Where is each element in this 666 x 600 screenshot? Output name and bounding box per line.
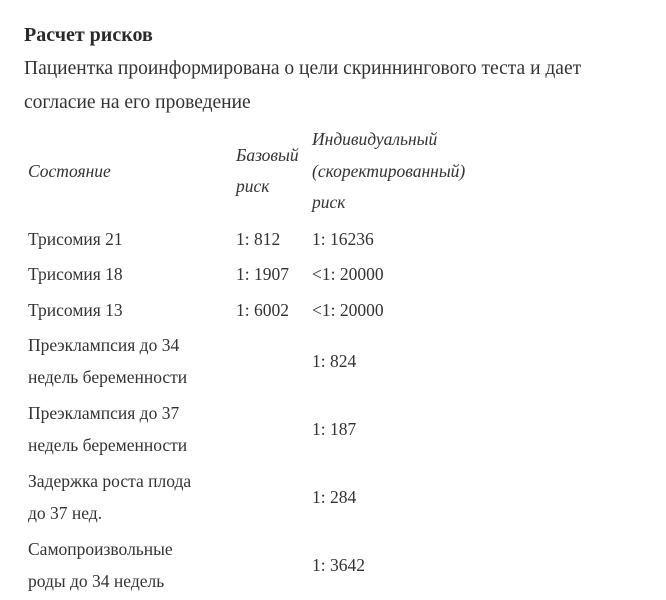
table-row [24,532,512,600]
header-individual-line3: риск [312,192,346,212]
row-condition [24,532,232,600]
table-row [24,396,512,464]
row-individual-risk: 1: 3642 [312,554,365,575]
row-condition-line2: недель беременности [28,366,188,387]
row-base-risk [232,328,310,396]
table-row [24,464,512,532]
row-individual-risk: <1: 20000 [312,264,384,284]
section-title: Расчет рисков [24,24,153,46]
table-row [24,293,512,329]
header-base-risk-line2: риск [236,176,270,197]
header-base-risk-line1: Базовый [236,144,299,165]
row-base-risk [232,532,310,600]
row-condition: Трисомия 13 [28,299,123,320]
table-row [24,222,512,258]
row-condition [24,396,232,464]
row-condition-line1: Преэклампсия до 37 [28,403,180,423]
row-base-risk [232,396,310,464]
row-condition-line2: до 37 нед. [28,502,103,523]
row-individual-risk: 1: 824 [312,350,357,371]
header-individual-line2: (скоректированный) [312,160,466,181]
row-base-risk: 1: 812 [236,228,281,249]
header-individual-risk [310,124,512,222]
row-individual-risk: <1: 20000 [312,299,384,320]
row-condition-line1: Самопроизвольные [28,539,173,559]
row-base-risk: 1: 1907 [236,264,289,284]
row-condition: Трисомия 18 [28,264,123,284]
risk-report [24,20,644,600]
row-condition [24,464,232,532]
row-base-risk [232,464,310,532]
row-condition-line2: недель беременности [28,434,188,455]
table-row [24,328,512,396]
table-row [24,257,512,293]
risk-table [24,124,512,600]
row-condition-line2: роды до 34 недель [28,570,165,591]
row-base-risk: 1: 6002 [236,299,289,320]
row-condition-line1: Задержка роста плода [28,471,192,491]
row-individual-risk: 1: 16236 [312,228,374,249]
row-condition: Трисомия 21 [28,228,123,249]
header-individual-line1: Индивидуальный [312,129,438,149]
header-base-risk [232,124,310,222]
row-condition-line1: Преэклампсия до 34 [28,335,180,355]
header-condition: Состояние [28,160,111,181]
consent-text: Пациентка проинформирована о цели скриннингового теста и дает согласие на его проведение [24,58,582,113]
row-condition [24,328,232,396]
row-individual-risk: 1: 284 [312,486,357,507]
row-individual-risk: 1: 187 [312,418,357,439]
table-header-row [24,124,512,222]
